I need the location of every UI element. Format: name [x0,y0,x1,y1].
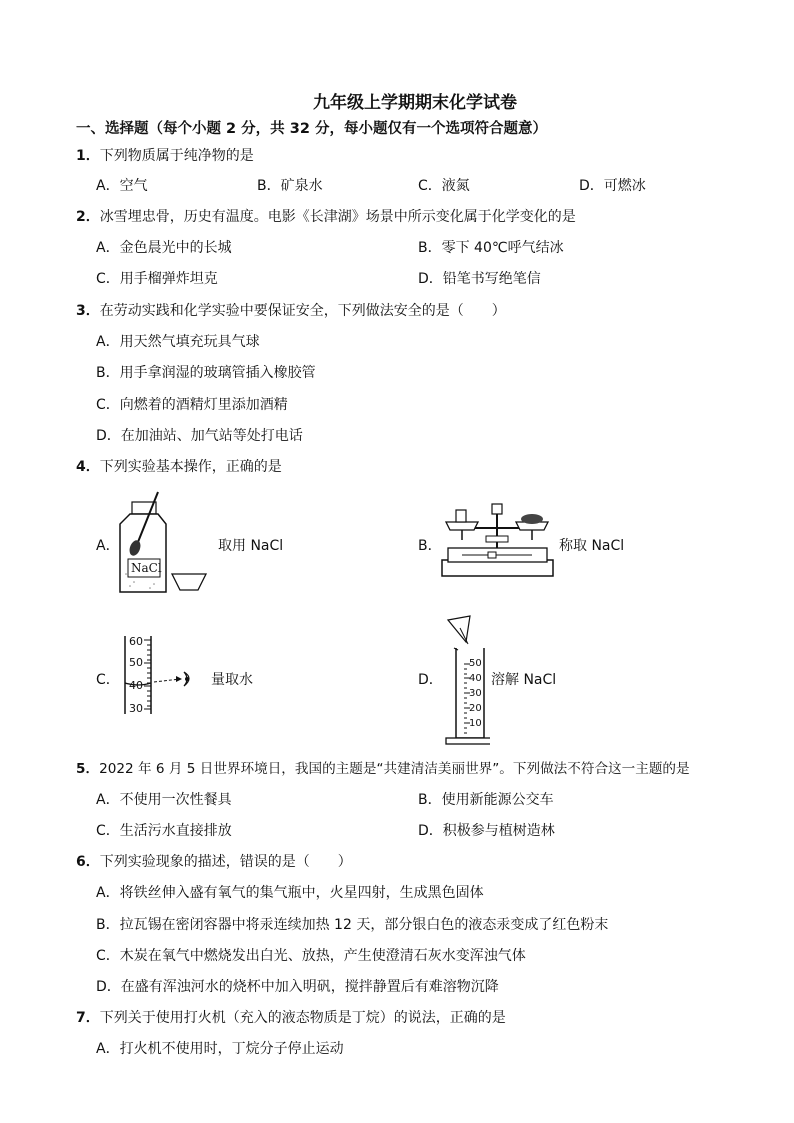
d-tick-50: 50 [469,658,482,669]
q1-option-d: D．可燃冰 [579,178,646,194]
c-tick-40: 40 [129,679,143,692]
q4-option-d-letter: D． [418,672,443,688]
q6-option-a: A．将铁丝伸入盛有氧气的集气瓶中，火星四射，生成黑色固体 [96,885,484,901]
c-tick-50: 50 [129,656,143,669]
q5-option-a: A．不使用一次性餐具 [96,792,232,808]
question-7-stem: 7．下列关于使用打火机（充入的液态物质是丁烷）的说法，正确的是 [76,1010,506,1026]
c-tick-30: 30 [129,702,143,715]
question-4-stem: 4．下列实验基本操作，正确的是 [76,459,282,475]
q4-option-d-text: 溶解 NaCl [491,672,557,688]
q5-option-b: B．使用新能源公交车 [418,792,554,808]
question-2-stem: 2．冰雪埋忠骨，历史有温度。电影《长津湖》场景中所示变化属于化学变化的是 [76,209,576,225]
q1-option-b: B．矿泉水 [257,178,323,194]
q3-option-c: C．向燃着的酒精灯里添加酒精 [96,397,288,413]
q2-option-c: C．用手榴弹炸坦克 [96,271,218,287]
q2-option-b: B．零下 40℃呼气结冰 [418,240,564,256]
q2-option-d: D．铅笔书写绝笔信 [418,271,541,287]
q4-option-b-text: 称取 NaCl [559,538,625,554]
q2-option-a: A．金色晨光中的长城 [96,240,232,256]
q4-option-a-letter: A． [96,538,120,554]
q4-option-a-text: 取用 NaCl [218,538,284,554]
section-heading: 一、选择题（每个小题 2 分，共 32 分，每小题仅有一个选项符合题意） [76,121,547,137]
question-5-stem: 5．2022 年 6 月 5 日世界环境日，我国的主题是“共建清洁美丽世界”。下列做法不符合这一主题的是 [76,761,690,777]
q4-option-c-letter: C． [96,672,120,688]
q5-option-d: D．积极参与植树造林 [418,823,555,839]
q3-option-d: D．在加油站、加气站等处打电话 [96,428,303,444]
bottle-label: NaCl [131,561,162,575]
question-3-stem: 3．在劳动实践和化学实验中要保证安全，下列做法安全的是（ ） [76,303,506,319]
q4-option-c-text: 量取水 [211,672,253,688]
d-tick-40: 40 [469,673,482,684]
q6-option-d: D．在盛有浑浊河水的烧杯中加入明矾，搅拌静置后有难溶物沉降 [96,979,499,995]
question-6-stem: 6．下列实验现象的描述，错误的是（ ） [76,854,352,870]
d-tick-10: 10 [469,718,482,729]
q3-option-a: A．用天然气填充玩具气球 [96,334,260,350]
q7-option-a: A．打火机不使用时，丁烷分子停止运动 [96,1041,344,1057]
reagent-bottle-figure [110,486,230,596]
q1-option-a: A．空气 [96,178,148,194]
d-tick-30: 30 [469,688,482,699]
question-1-stem: 1．下列物质属于纯净物的是 [76,148,254,164]
q1-option-c: C．液氮 [418,178,470,194]
exam-title: 九年级上学期期末化学试卷 [313,93,517,113]
q4-option-b-letter: B． [418,538,442,554]
dissolving-cylinder-figure [440,614,490,746]
q6-option-c: C．木炭在氧气中燃烧发出白光、放热，产生使澄清石灰水变浑浊气体 [96,948,526,964]
d-tick-20: 20 [469,703,482,714]
q5-option-c: C．生活污水直接排放 [96,823,232,839]
balance-scale-figure [440,500,555,580]
q6-option-b: B．拉瓦锡在密闭容器中将汞连续加热 12 天，部分银白色的液态汞变成了红色粉末 [96,917,609,933]
q3-option-b: B．用手拿润湿的玻璃管插入橡胶管 [96,365,316,381]
c-tick-60: 60 [129,635,143,648]
